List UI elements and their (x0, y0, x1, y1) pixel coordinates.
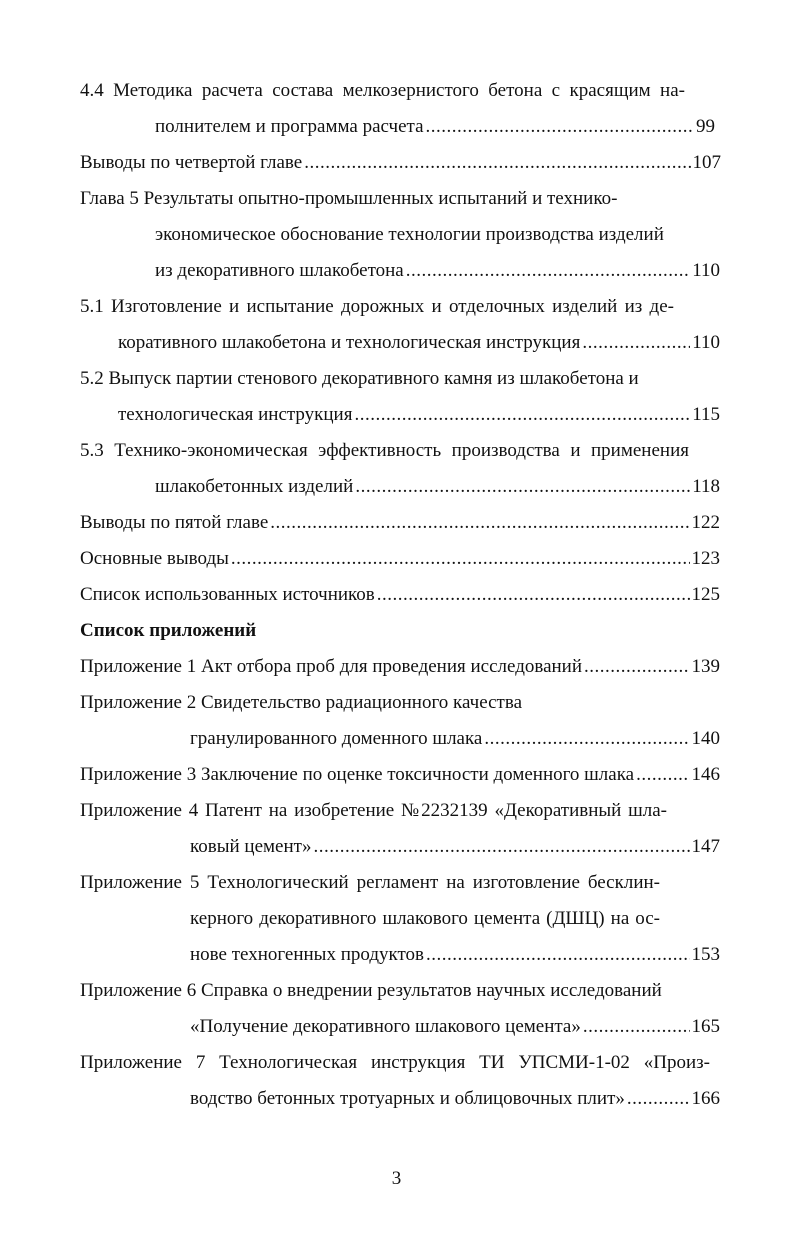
toc-page-number: 147 (691, 836, 720, 857)
dot-leader (304, 151, 690, 175)
dot-leader (484, 727, 689, 751)
toc-entry-5-3-line2 (155, 475, 720, 499)
toc-page-number: 110 (692, 332, 720, 353)
toc-entry-title: из декоративного шлакобетона (155, 260, 404, 281)
toc-entry-title: водство бетонных тротуарных и облицовочных плит» (190, 1088, 625, 1109)
toc-entry-title: Основные выводы (80, 548, 229, 569)
dot-leader (377, 583, 690, 607)
appendix-6-line2 (190, 1015, 720, 1039)
toc-entry-references (80, 583, 720, 607)
appendix-5-line3 (190, 943, 720, 967)
toc-entry-4-4-line1: 4.4 Методика расчета состава мелкозернистого бетона с красящим на- (80, 80, 685, 101)
toc-entry-title: шлакобетонных изделий (155, 476, 354, 497)
toc-entry-4-4-line2 (155, 115, 715, 139)
toc-entry-title: Выводы по пятой главе (80, 512, 269, 533)
dot-leader (313, 835, 689, 859)
toc-entry-title: полнителем и программа расчета (155, 116, 424, 137)
page-number: 3 (391, 1168, 402, 1189)
appendix-2-line1: Приложение 2 Свидетельство радиационного качества (80, 692, 523, 713)
dot-leader (426, 115, 694, 139)
appendix-5-line2: керного декоративного шлакового цемента (ДШЦ) на ос- (190, 908, 660, 929)
toc-page-number: 99 (696, 116, 715, 137)
toc-page-number: 115 (692, 404, 720, 425)
toc-page-number: 139 (691, 656, 720, 677)
toc-entry-title: нове техногенных продуктов (190, 944, 424, 965)
toc-entry-title: гранулированного доменного шлака (190, 728, 483, 749)
toc-entry-chapter5-line2: экономическое обоснование технологии производства изделий (155, 224, 664, 245)
toc-page-number: 153 (691, 944, 720, 965)
toc-entry-title: Приложение 1 Акт отбора проб для проведения исследований (80, 656, 583, 677)
toc-entry-5-3-line1: 5.3 Технико-экономическая эффективность производства и применения (80, 440, 689, 461)
toc-page-number: 146 (691, 764, 720, 785)
dot-leader (270, 511, 689, 535)
dot-leader (231, 547, 690, 571)
toc-entry-5-2-line1: 5.2 Выпуск партии стенового декоративного камня из шлакобетона и (80, 368, 639, 389)
toc-page-number: 110 (692, 260, 720, 281)
dot-leader (582, 331, 690, 355)
toc-entry-title: Приложение 3 Заключение по оценке токсичности доменного шлака (80, 764, 635, 785)
dot-leader (636, 763, 689, 787)
toc-entry-conclusions-ch4 (80, 151, 721, 175)
appendix-list-heading: Список приложений (80, 620, 257, 641)
toc-page-number: 140 (691, 728, 720, 749)
appendix-2-line2 (190, 727, 720, 751)
toc-entry-title: ковый цемент» (190, 836, 312, 857)
toc-entry-title: Список использованных источников (80, 584, 375, 605)
toc-entry-conclusions-ch5 (80, 511, 720, 535)
toc-entry-chapter5-line3 (155, 259, 720, 283)
toc-page-number: 165 (691, 1016, 720, 1037)
dot-leader (355, 475, 690, 499)
toc-entry-title: технологическая инструкция (118, 404, 353, 425)
toc-page-number: 118 (692, 476, 720, 497)
appendix-7-line1: Приложение 7 Технологическая инструкция ТИ УПСМИ-1-02 «Произ- (80, 1052, 710, 1073)
toc-page-number: 166 (691, 1088, 720, 1109)
appendix-3 (80, 763, 720, 787)
toc-entry-title: коративного шлакобетона и технологическая инструкция (118, 332, 581, 353)
toc-page-number: 123 (691, 548, 720, 569)
dot-leader (627, 1087, 690, 1111)
dot-leader (426, 943, 690, 967)
dot-leader (406, 259, 690, 283)
toc-page-number: 107 (692, 152, 721, 173)
toc-entry-5-1-line2 (118, 331, 720, 355)
appendix-4-line2 (190, 835, 720, 859)
appendix-5-line1: Приложение 5 Технологический регламент на изготовление бесклин- (80, 872, 660, 893)
toc-page-number: 125 (691, 584, 720, 605)
appendix-4-line1: Приложение 4 Патент на изобретение №2232139 «Декоративный шла- (80, 800, 667, 821)
toc-entry-title: «Получение декоративного шлакового цемента» (190, 1016, 581, 1037)
dot-leader (354, 403, 690, 427)
appendix-6-line1: Приложение 6 Справка о внедрении результатов научных исследований (80, 980, 662, 1001)
dot-leader (584, 655, 689, 679)
toc-page-number: 122 (691, 512, 720, 533)
appendix-1 (80, 655, 720, 679)
toc-entry-chapter5-line1: Глава 5 Результаты опытно-промышленных испытаний и технико- (80, 188, 618, 209)
toc-entry-main-conclusions (80, 547, 720, 571)
toc-entry-5-1-line1: 5.1 Изготовление и испытание дорожных и отделочных изделий из де- (80, 296, 674, 317)
appendix-7-line2 (190, 1087, 720, 1111)
toc-entry-title: Выводы по четвертой главе (80, 152, 303, 173)
toc-entry-5-2-line2 (118, 403, 720, 427)
dot-leader (583, 1015, 690, 1039)
